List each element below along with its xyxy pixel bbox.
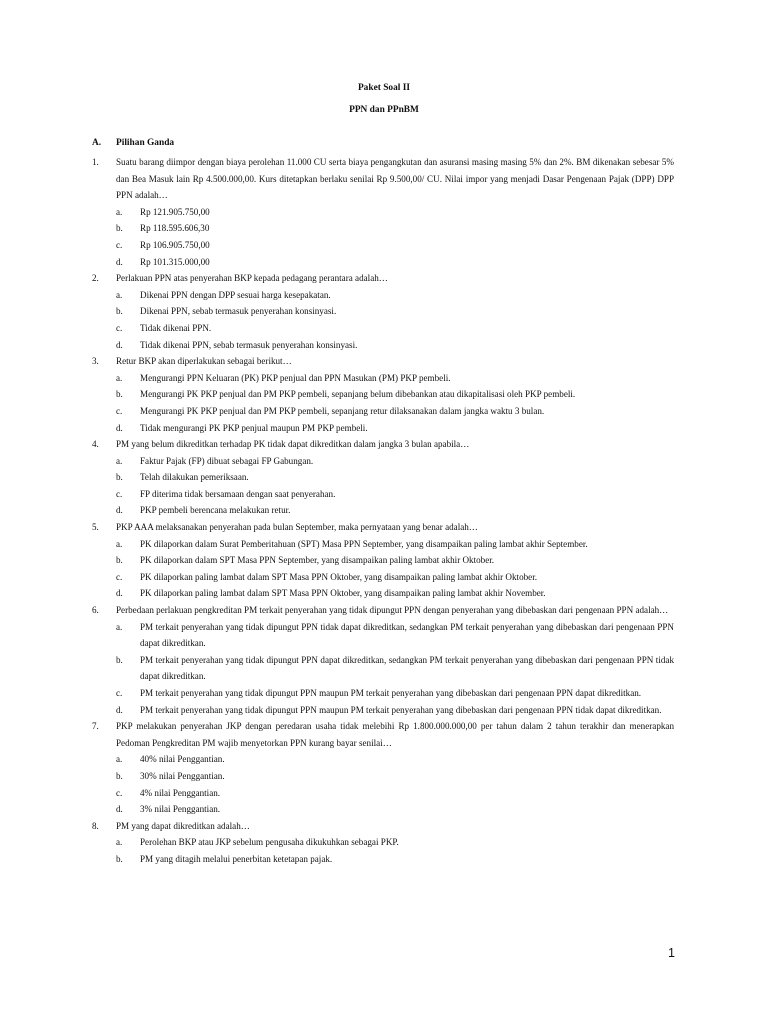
option-text: 30% nilai Penggantian. xyxy=(140,770,225,781)
option-text: Rp 101.315.000,00 xyxy=(140,256,210,267)
option-letter: d. xyxy=(116,588,123,599)
answer-option xyxy=(92,585,674,602)
option-letter: c. xyxy=(116,787,123,798)
answer-option xyxy=(92,237,674,254)
option-text: 4% nilai Penggantian. xyxy=(140,787,221,798)
option-text: PM yang ditagih melalui penerbitan ketetapan pajak. xyxy=(140,853,333,864)
question-text: Retur BKP akan diperlakukan sebagai berikut… xyxy=(116,356,292,367)
option-letter: d. xyxy=(116,505,123,516)
question-text: PKP melakukan penyerahan JKP dengan peredaran usaha tidak melebihi Rp 1.800.000.000,00 per tahun dalam 2 tahun terakhir dan menerapkan Pedoman Pengkreditan PM wajib menyetorkan PPN kurang bayar senilai… xyxy=(116,721,674,748)
option-letter: a. xyxy=(116,837,123,848)
option-letter: c. xyxy=(116,571,123,582)
option-letter: b. xyxy=(116,555,123,566)
answer-option xyxy=(92,220,674,237)
option-letter: d. xyxy=(116,339,123,350)
answer-option xyxy=(92,287,674,304)
question-list xyxy=(92,154,674,868)
option-text: Tidak dikenai PPN. xyxy=(140,322,212,333)
option-letter: c. xyxy=(116,239,123,250)
answer-option xyxy=(92,536,674,553)
option-text: Tidak mengurangi PK PKP penjual maupun PM PKP pembeli. xyxy=(140,422,368,433)
answer-option xyxy=(92,569,674,586)
answer-option xyxy=(92,652,674,685)
answer-option xyxy=(92,303,674,320)
option-text: PK dilaporkan dalam Surat Pemberitahuan (SPT) Masa PPN September, yang disampaikan paling lambat akhir September. xyxy=(140,538,588,549)
option-letter: a. xyxy=(116,372,123,383)
option-letter: a. xyxy=(116,754,123,765)
answer-option xyxy=(92,751,674,768)
option-text: PM terkait penyerahan yang tidak dipungut PPN tidak dapat dikreditkan, sedangkan PM terkait penyerahan yang dibebaskan dari pengenaan PPN dapat dikreditkan. xyxy=(140,621,674,649)
option-text: FP diterima tidak bersamaan dengan saat penyerahan. xyxy=(140,488,336,499)
answer-option xyxy=(92,204,674,221)
document-title: Paket Soal II xyxy=(357,83,411,93)
option-text: PK dilaporkan dalam SPT Masa PPN September, yang disampaikan paling lambat akhir Oktober. xyxy=(140,555,495,566)
option-text: Mengurangi PK PKP penjual dan PM PKP pembeli, sepanjang belum dibebankan atau dikapitalisasi oleh PKP pembeli. xyxy=(140,389,576,400)
answer-option xyxy=(92,386,674,403)
option-text: Rp 106.905.750,00 xyxy=(140,239,210,250)
option-text: Faktur Pajak (FP) dibuat sebagai FP Gabungan. xyxy=(140,455,314,466)
question-text: Suatu barang diimpor dengan biaya perolehan 11.000 CU serta biaya pengangkutan dan asuransi masing masing 5% dan 2%. BM dikenakan sebesar 5% dan Bea Masuk lain Rp 4.500.000,00. Kurs ditetapkan berlaku senilai Rp 9.500,00/ CU. Nilai impor yang menjadi Dasar Pengenaan Pajak (DPP) DPP PPN adalah… xyxy=(116,157,674,201)
answer-option xyxy=(92,851,674,868)
answer-option xyxy=(92,469,674,486)
question-number: 1. xyxy=(92,157,99,167)
question-number: 5. xyxy=(92,522,99,533)
question-number: 4. xyxy=(92,439,99,450)
answer-option xyxy=(92,337,674,354)
option-text: Rp 118.595.606,30 xyxy=(140,223,210,234)
option-letter: b. xyxy=(116,472,123,483)
option-text: Telah dilakukan pemeriksaan. xyxy=(140,472,249,483)
page-number: 1 xyxy=(668,946,675,960)
option-letter: d. xyxy=(116,804,123,815)
question-item xyxy=(92,436,674,453)
question-text: PM yang belum dikreditkan terhadap PK tidak dapat dikreditkan dalam jangka 3 bulan apabila… xyxy=(116,439,470,450)
question-item xyxy=(92,154,674,204)
option-letter: d. xyxy=(116,256,123,267)
question-number: 3. xyxy=(92,356,99,367)
option-text: PK dilaporkan paling lambat dalam SPT Masa PPN Oktober, yang disampaikan paling lambat akhir November. xyxy=(140,588,546,599)
answer-option xyxy=(92,619,674,652)
answer-option xyxy=(92,685,674,702)
option-letter: c. xyxy=(116,322,123,333)
answer-option xyxy=(92,320,674,337)
option-text: PM terkait penyerahan yang tidak dipungut PPN maupun PM terkait penyerahan yang dibebaskan dari pengenaan PPN tidak dapat dikreditkan. xyxy=(140,704,662,715)
option-letter: d. xyxy=(116,422,123,433)
option-text: 3% nilai Penggantian. xyxy=(140,804,221,815)
option-text: Dikenai PPN, sebab termasuk penyerahan konsinyasi. xyxy=(140,306,337,317)
question-text: PM yang dapat dikreditkan adalah… xyxy=(116,820,250,831)
option-text: Rp 121.905.750,00 xyxy=(140,206,210,217)
answer-option xyxy=(92,403,674,420)
option-letter: c. xyxy=(116,488,123,499)
question-text: Perbedaan perlakuan pengkreditan PM terkait penyerahan yang tidak dipungut PPN dengan penyerahan yang dibebaskan dari pengenaan PPN adalah… xyxy=(116,605,669,616)
option-text: Tidak dikenai PPN, sebab termasuk penyerahan konsinyasi. xyxy=(140,339,358,350)
question-item xyxy=(92,519,674,536)
answer-option xyxy=(92,254,674,271)
question-text: PKP AAA melaksanakan penyerahan pada bulan September, maka pernyataan yang benar adalah… xyxy=(116,522,478,533)
question-number: 2. xyxy=(92,273,99,284)
option-letter: c. xyxy=(116,688,123,698)
answer-option xyxy=(92,486,674,503)
answer-option xyxy=(92,801,674,818)
option-text: Dikenai PPN dengan DPP sesuai harga kesepakatan. xyxy=(140,289,331,300)
option-letter: a. xyxy=(116,538,123,549)
question-item xyxy=(92,270,674,287)
option-text: PM terkait penyerahan yang tidak dipungut PPN maupun PM terkait penyerahan yang dibebaskan dari pengenaan PPN dapat dikreditkan. xyxy=(140,688,642,698)
answer-option xyxy=(92,370,674,387)
question-number: 7. xyxy=(92,721,99,732)
option-letter: d. xyxy=(116,704,123,715)
option-text: Perolehan BKP atau JKP sebelum pengusaha dikukuhkan sebagai PKP. xyxy=(140,837,399,848)
option-letter: b. xyxy=(116,654,123,665)
option-text: PK dilaporkan paling lambat dalam SPT Masa PPN Oktober, yang disampaikan paling lambat akhir Oktober. xyxy=(140,571,537,582)
answer-option xyxy=(92,502,674,519)
answer-option xyxy=(92,552,674,569)
question-number: 6. xyxy=(92,605,99,616)
question-item xyxy=(92,353,674,370)
answer-option xyxy=(92,834,674,851)
option-letter: a. xyxy=(116,621,123,632)
option-letter: b. xyxy=(116,770,123,781)
question-item xyxy=(92,718,674,751)
option-letter: a. xyxy=(116,289,123,300)
option-letter: b. xyxy=(116,306,123,317)
option-letter: c. xyxy=(116,405,123,416)
option-text: 40% nilai Penggantian. xyxy=(140,754,225,765)
answer-option xyxy=(92,420,674,437)
option-text: PM terkait penyerahan yang tidak dipungut PPN dapat dikreditkan, sedangkan PM terkait penyerahan yang dibebaskan dari pengenaan PPN tidak dapat dikreditkan. xyxy=(140,654,674,682)
question-text: Perlakuan PPN atas penyerahan BKP kepada pedagang perantara adalah… xyxy=(116,273,388,284)
question-item xyxy=(92,602,674,619)
document-subtitle: PPN dan PPnBM xyxy=(349,105,419,115)
option-letter: a. xyxy=(116,455,123,466)
question-item xyxy=(92,818,674,835)
option-letter: a. xyxy=(116,206,123,217)
answer-option xyxy=(92,702,674,719)
option-text: Mengurangi PPN Keluaran (PK) PKP penjual dan PPN Masukan (PM) PKP pembeli. xyxy=(140,372,451,383)
question-number: 8. xyxy=(92,820,99,831)
option-letter: b. xyxy=(116,853,123,864)
option-text: Mengurangi PK PKP penjual dan PM PKP pembeli, sepanjang retur dilaksanakan dalam jangka waktu 3 bulan. xyxy=(140,405,545,416)
option-text: PKP pembeli berencana melakukan retur. xyxy=(140,505,291,516)
section-letter: A. xyxy=(92,138,102,148)
answer-option xyxy=(92,453,674,470)
answer-option xyxy=(92,768,674,785)
answer-option xyxy=(92,785,674,802)
section-label: Pilihan Ganda xyxy=(116,138,175,148)
option-letter: b. xyxy=(116,389,123,400)
option-letter: b. xyxy=(116,223,123,234)
